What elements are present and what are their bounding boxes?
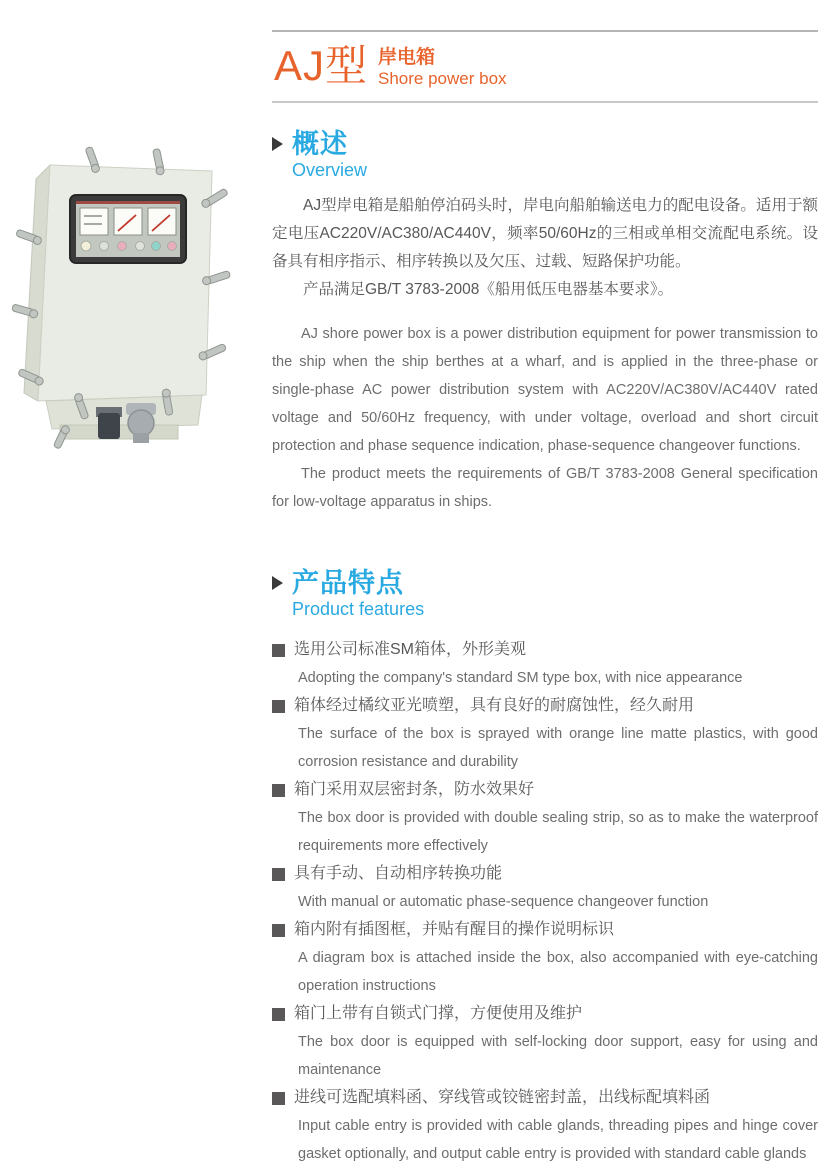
overview-heading [272,129,818,182]
overview-paragraph-en: The product meets the requirements of GB/T 3783-2008 General specification for low-voltage apparatus in ships. [272,466,818,510]
feature-text-en: The box door is equipped with self-locking door support, easy for using and maintenance [298,1034,818,1078]
feature-item [272,692,818,776]
feature-item [272,860,818,916]
feature-text-en: With manual or automatic phase-sequence changeover function [298,894,709,910]
square-bullet-icon [272,784,285,797]
features-heading-en: Product features [292,599,425,619]
feature-text-cn: 箱内附有插图框，并贴有醒目的操作说明标识 [294,921,615,938]
shore-power-box-illustration [10,145,262,465]
feature-title-cn [272,1000,818,1028]
overview-paragraph-cn: 产品满足GB/T 3783-2008《船用低压电器基本要求》。 [303,281,674,298]
square-bullet-icon [272,1008,285,1021]
feature-text-en: Input cable entry is provided with cable glands, threading pipes and hinge cover gasket optionally, and output cable entry is provided with standard cable glands [298,1118,818,1162]
overview-heading-cn: 概述 [292,129,348,159]
feature-text-en: The surface of the box is sprayed with orange line matte plastics, with good corrosion resistance and durability [298,726,818,770]
feature-text-cn: 箱体经过橘纹亚光喷塑，具有良好的耐腐蚀性，经久耐用 [294,697,695,714]
feature-title-cn [272,692,818,720]
features-heading-cn: 产品特点 [292,568,404,598]
feature-title-cn [272,1084,818,1112]
feature-item [272,1000,818,1084]
section-overview [272,129,818,516]
feature-text-cn: 箱门采用双层密封条，防水效果好 [294,781,535,798]
page-title [272,30,818,103]
product-name-en: Shore power box [378,69,507,88]
square-bullet-icon [272,1092,285,1105]
product-model: AJ型 [274,42,369,89]
feature-text-cn: 箱门上带有自锁式门撑，方便使用及维护 [294,1005,583,1022]
feature-text-en: A diagram box is attached inside the box, also accompanied with eye-catching operation instructions [298,950,818,994]
feature-item [272,776,818,860]
section-marker-icon [272,576,283,590]
feature-item [272,636,818,692]
features-heading [272,568,818,621]
overview-heading-en: Overview [292,160,368,180]
square-bullet-icon [272,700,285,713]
feature-text-en: Adopting the company's standard SM type box, with nice appearance [298,670,743,686]
feature-item [272,1084,818,1168]
feature-list [272,636,818,1168]
feature-text-en: The box door is provided with double sealing strip, so as to make the waterproof requirements more effectively [298,810,818,854]
overview-paragraph-en: AJ shore power box is a power distribution equipment for power transmission to the ship when the ship berthes at a wharf, and is applied in the three-phase or single-phase AC power distribution system with AC220V/AC380V/AC440V rated voltage and 50/60Hz frequency, with under voltage, overload and short circuit protection and phase sequence indication, phase-sequence changeover functions. [272,326,818,454]
product-name-cn: 岸电箱 [378,47,436,68]
feature-title-cn [272,776,818,804]
square-bullet-icon [272,924,285,937]
feature-text-cn: 进线可选配填料函、穿线管或铰链密封盖，出线标配填料函 [294,1089,711,1106]
feature-title-cn [272,916,818,944]
feature-title-cn [272,860,818,888]
section-product-features [272,568,818,1168]
square-bullet-icon [272,868,285,881]
product-name-block [378,43,507,89]
shore-power-box-photo [10,145,262,465]
section-marker-icon [272,137,283,151]
feature-text-cn: 选用公司标准SM箱体，外形美观 [294,641,527,658]
overview-paragraph-cn: AJ型岸电箱是船舶停泊码头时，岸电向船舶输送电力的配电设备。适用于额定电压AC220V/AC380/AC440V，频率50/60Hz的三相或单相交流配电系统。设备具有相序指示、相序转换以及欠压、过载、短路保护功能。 [272,197,818,270]
content-column [272,0,818,1168]
square-bullet-icon [272,644,285,657]
feature-item [272,916,818,1000]
feature-text-cn: 具有手动、自动相序转换功能 [294,865,503,882]
feature-title-cn [272,636,818,664]
